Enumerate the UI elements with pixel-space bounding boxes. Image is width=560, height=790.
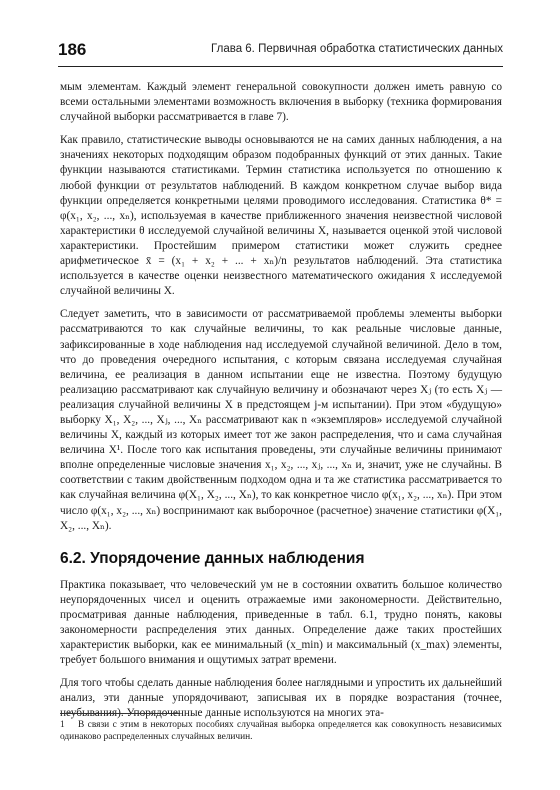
paragraph: мым элементам. Каждый элемент генеральной совокупности должен иметь равную со всеми остальными элементами возможность включения в выборку (техника формирования случайной выборки рассматривается в главе 7).	[60, 81, 502, 124]
footnote-marker: 1	[60, 720, 65, 730]
page-header	[58, 40, 503, 67]
footnote-text: В связи с этим в некоторых пособиях случайная выборка определяется как совокупность независимых одинаково распределенных случайных величин.	[60, 720, 502, 742]
footnote	[60, 719, 502, 743]
running-head: Глава 6. Первичная обработка статистических данных	[211, 43, 503, 55]
paragraph: Практика показывает, что человеческий ум не в состоянии охватить большое количество неупорядоченных чисел и оценить отражаемые ими закономерности. Действительно, просматривая данные наблюдения, приведенные в табл. 6.1, трудно понять, каковы закономерности распределения этих данных. Определение даже таких простейших характеристик выборки, как ее минимальный (x_min) и максимальный (x_max) элементы, требует большого внимания и ощутимых затрат времени.	[60, 578, 502, 667]
paragraph: Следует заметить, что в зависимости от рассматриваемой проблемы элементы выборки рассматриваются то как случайные величины, то как реальные числовые данные, зафиксированные в ходе наблюдения над исследуемой случайной величиной. Дело в том, что до проведения очередного испытания, с которым связана исследуемая случайная величина, ее реализация в данном испытании еще не известна. Поэтому будущую реализацию рассматривают как случайную величину и обозначают через Xⱼ (то есть Xⱼ — реализация случайной величины X в предстоящем j-м испытании). При этом «будущую» выборку X₁, X₂, ..., Xⱼ, ..., Xₙ рассматривают как n «экземпляров» исследуемой случайной величины X, каждый из которых имеет тот же закон распределения, что и сама случайная величина X¹. После того как испытания проведены, эти случайные величины принимают вполне определенные числовые значения x₁, x₂, ..., xⱼ, ..., xₙ и, значит, уже не случайны. В соответствии с таким двойственным подходом одна и та же статистика рассматривается то как случайная величина φ(X₁, X₂, ..., Xₙ), то как конкретное число φ(x₁, x₂, ..., xₙ). При этом число φ(x₁, x₂, ..., xₙ) воспринимают как выборочное (расчетное) значение статистики φ(X₁, X₂, ..., Xₙ).	[60, 308, 502, 532]
footnote-divider	[60, 713, 180, 714]
paragraph: Для того чтобы сделать данные наблюдения более наглядными и упростить их дальнейший анализ, эти данные упорядочивают, записывая их в порядке возрастания (точнее, неубывания). Упорядоченные данные используются на многих эта-	[60, 677, 502, 720]
page-number: 186	[58, 40, 87, 59]
section-heading: 6.2. Упорядочение данных наблюдения	[60, 549, 365, 567]
paragraph: Как правило, статистические выводы основываются не на самих данных наблюдения, а на значениях некоторых подходящим образом подобранных функций от этих данных. Такие функции называются статистиками. Термин статистика используется по отношению к любой функции от результатов наблюдений. В каждом конкретном случае выбор вида функции определяется конкретными целями проводимого исследования. Статистика θ* = φ(x₁, x₂, ..., xₙ), используемая в качестве приближенного значения неизвестной числовой характеристики θ исследуемой случайной величины X, называется оценкой этой числовой характеристики. Простейшим примером статистики может служить среднее арифметическое x̄ = (x₁ + x₂ + ... + xₙ)/n результатов наблюдений. Эта статистика используется в качестве оценки неизвестного математического ожидания x̄ исследуемой случайной величины X.	[60, 134, 502, 298]
page-body	[60, 80, 502, 730]
